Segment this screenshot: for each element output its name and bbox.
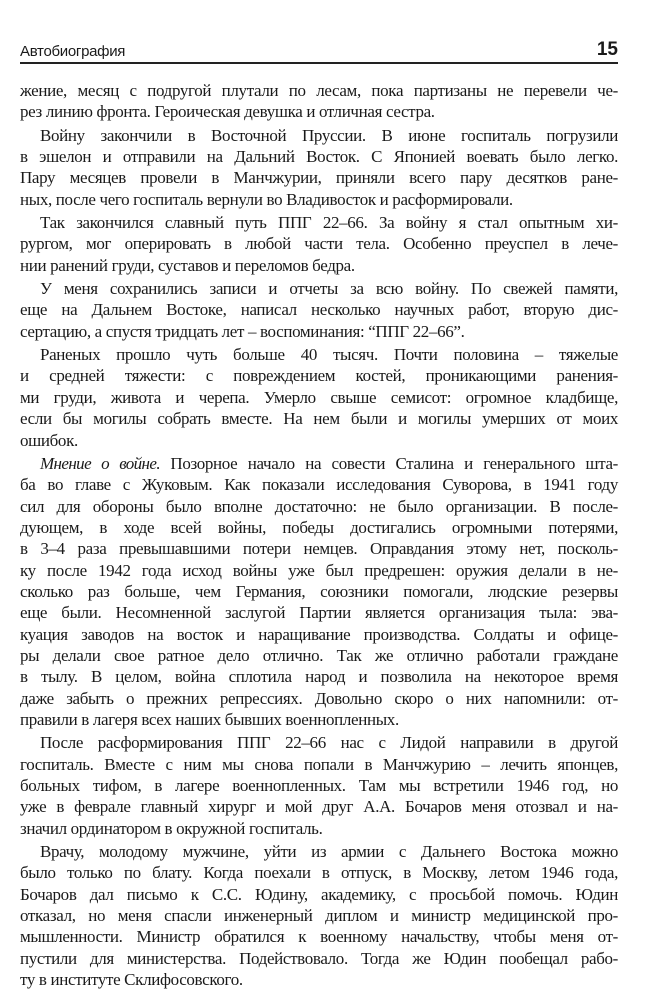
text-line: ку после 1942 года исход войны уже был предрешен: оружия делали в не- — [20, 560, 618, 580]
text-line: рургом, мог оперировать в любой части тела. Особенно преуспел в лече- — [20, 234, 618, 254]
text-line: ми груди, живота и черепа. Умерло свыше семисот: огромное кладбище, — [20, 387, 618, 407]
text-line: ры делали свое ратное дело отлично. Так же отлично работали граждане — [20, 645, 618, 665]
text-line: У меня сохранились записи и отчеты за всю войну. По свежей памяти, — [40, 279, 618, 299]
text-line: мышленности. Министр обратился к военному начальству, чтобы меня от- — [20, 927, 618, 947]
text-line: госпиталь. Вместе с ним мы снова попали в Манчжурию – лечить японцев, — [20, 754, 618, 774]
paragraph — [20, 278, 618, 342]
text-line: сил для обороны было вполне достаточно: не было организации. В после- — [20, 496, 618, 516]
text-line: правили в лагеря всех наших бывших военнопленных. — [20, 709, 399, 729]
text-line: в тылу. В целом, война сплотила народ и позволила на некоторое время — [20, 667, 618, 687]
text-line: в эшелон и отправили на Дальний Восток. С Японией воевать было легко. — [20, 147, 618, 167]
paragraph-lead: Мнение о войне. — [40, 453, 160, 473]
paragraph — [20, 212, 618, 276]
text-line: пустили для министерства. Подействовало. Тогда же Юдин пообещал рабо- — [20, 948, 618, 968]
running-header — [20, 34, 618, 64]
text-line: если бы могилы собрать вместе. На нем были и могилы умерших от моих — [20, 409, 618, 429]
text-line: отказал, но меня спасли инженерный диплом и министр медицинской про- — [20, 906, 618, 926]
paragraph — [20, 125, 618, 210]
text-line: в 3–4 раза превышавшими потери немцев. Оправдания этому нет, посколь- — [20, 539, 618, 559]
paragraph — [20, 453, 618, 730]
text-line: ба во главе с Жуковым. Как показали исследования Суворова, в 1941 году — [20, 475, 618, 495]
text-line: и средней тяжести: с повреждением костей, проникающими ранения- — [20, 366, 618, 386]
running-title: Автобиография — [20, 43, 126, 60]
text-line: рез линию фронта. Героическая девушка и отличная сестра. — [20, 102, 435, 122]
text-line: После расформирования ППГ 22–66 нас с Лидой направили в другой — [40, 733, 618, 753]
text-line: уже в феврале главный хирург и мой друг А.А. Бочаров меня отозвал и на- — [20, 797, 618, 817]
text-line: Войну закончили в Восточной Пруссии. В июне госпиталь погрузили — [40, 125, 618, 145]
text-line: значил ординатором в окружной госпиталь. — [20, 818, 323, 838]
text-line — [20, 453, 618, 474]
page-number: 15 — [596, 39, 618, 60]
line-text: Позорное начало на совести Сталина и генерального шта- — [160, 453, 618, 473]
text-line: было только по блату. Когда поехали в отпуск, в Москву, летом 1946 года, — [20, 863, 618, 883]
text-line: больных тифом, в лагере военнопленных. Там мы встретили 1946 год, но — [20, 776, 618, 795]
text-line: ошибок. — [20, 430, 78, 450]
text-line: сколько раз больше, чем Германия, союзники помогали, людские резервы — [20, 581, 618, 601]
text-line: еще были. Несомненной заслугой Партии является организация тыла: эва- — [20, 603, 618, 623]
text-line: ных, после чего госпиталь вернули во Владивосток и расформировали. — [20, 189, 513, 209]
text-line: нии ранений груди, суставов и переломов бедра. — [20, 255, 355, 275]
text-line: куация заводов на восток и наращивание производства. Солдаты и офице- — [20, 624, 618, 644]
body-text — [20, 80, 618, 990]
text-line: Раненых прошло чуть больше 40 тысяч. Почти половина – тяжелые — [40, 345, 618, 365]
text-line: ту в институте Склифосовского. — [20, 970, 243, 990]
text-line: жение, месяц с подругой плутали по лесам, пока партизаны не перевели че- — [20, 81, 618, 100]
paragraph — [20, 841, 618, 990]
text-line: Бочаров дал письмо к С.С. Юдину, академику, с просьбой помочь. Юдин — [20, 884, 618, 904]
text-line: Так закончился славный путь ППГ 22–66. За войну я стал опытным хи- — [40, 213, 618, 233]
text-line: даже забыть о прежних репрессиях. Довольно скоро о них напомнили: от- — [20, 688, 618, 708]
paragraph — [20, 80, 618, 123]
text-line: еще на Дальнем Востоке, написал несколько научных работ, вторую дис- — [20, 300, 618, 320]
paragraph — [20, 344, 618, 451]
text-line: Врачу, молодому мужчине, уйти из армии с Дальнего Востока можно — [40, 842, 618, 862]
text-line: дующем, в ходе всей войны, победы достигались огромными потерями, — [20, 517, 618, 537]
paragraph — [20, 732, 618, 839]
text-line: сертацию, а спустя тридцать лет – воспоминания: “ППГ 22–66”. — [20, 321, 465, 341]
text-line: Пару месяцев провели в Манчжурии, приняли всего пару десятков ране- — [20, 168, 618, 188]
